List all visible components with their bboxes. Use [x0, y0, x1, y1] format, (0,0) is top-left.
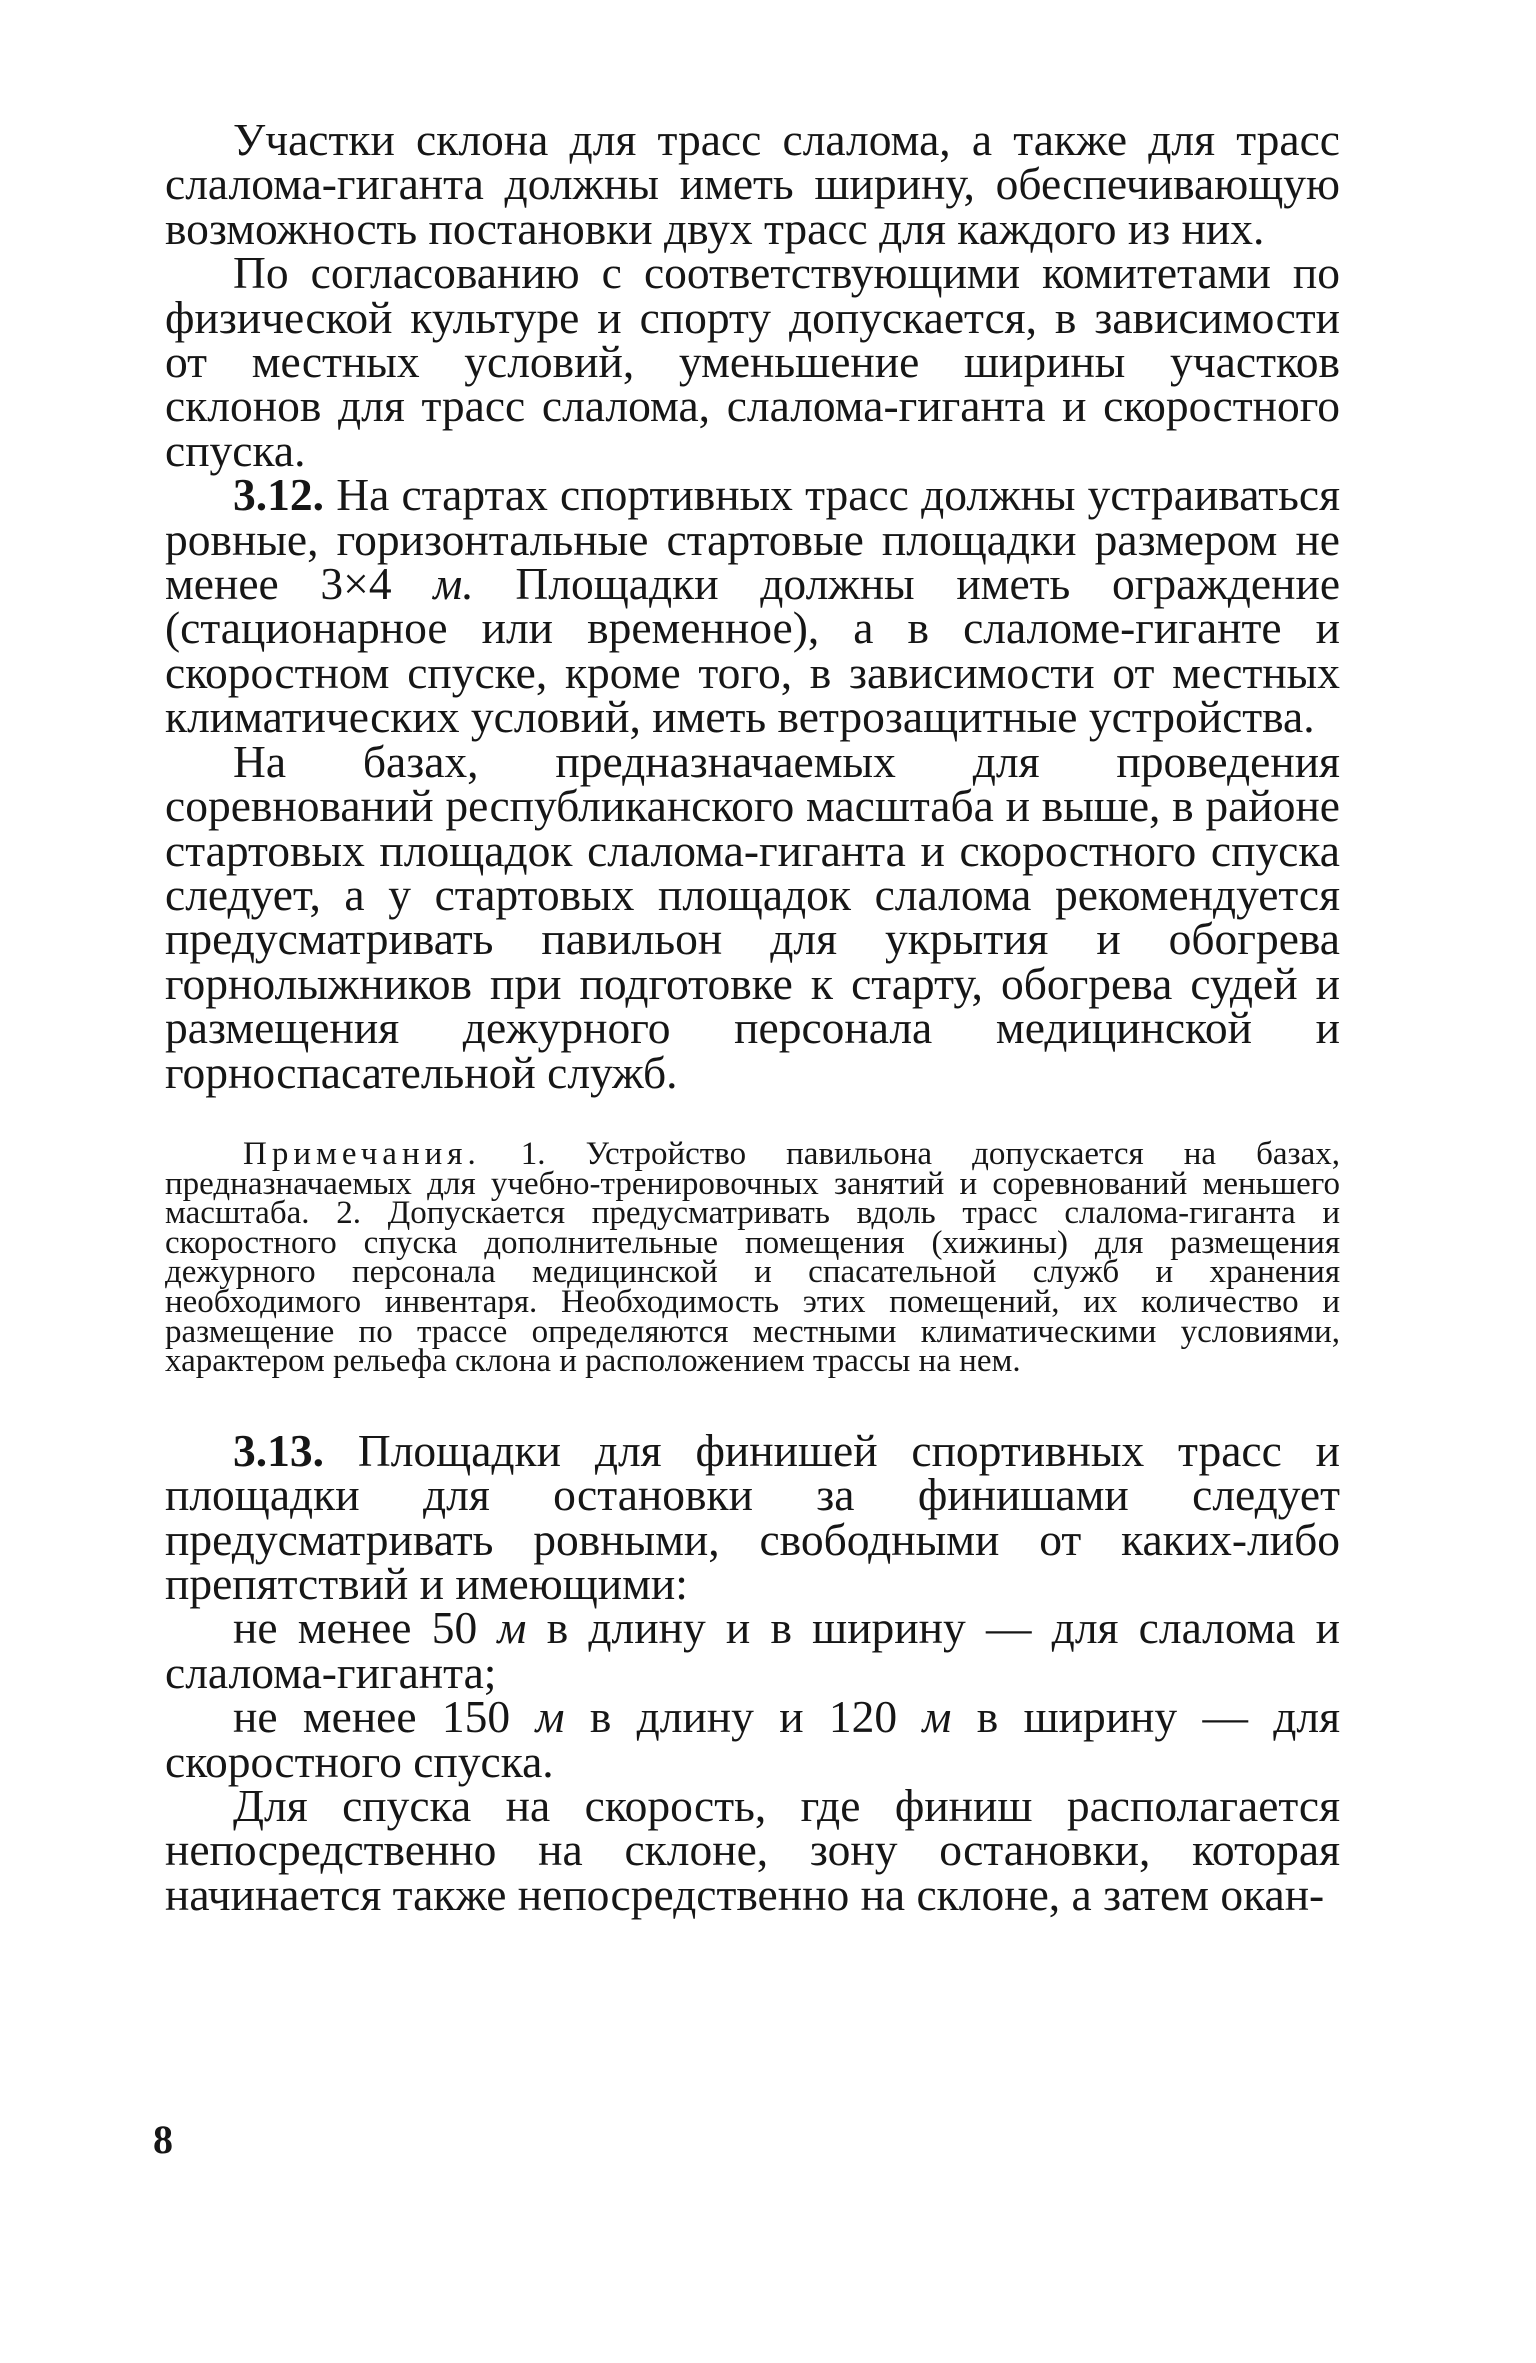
item2-unit-1: м: [535, 1691, 565, 1743]
item1-text-b: в длину и в ширину — для слалома и слалома-гиганта;: [165, 1602, 1340, 1698]
section-3-13-text: Площадки для финишей спортивных трасс и площадки для остановки за финишами следует предусматривать ровными, свободными от каких-либо препятствий и имеющими:: [165, 1424, 1340, 1609]
section-3-12: [165, 469, 1341, 743]
item2-unit-2: м: [922, 1691, 952, 1743]
notes-label: Примечания.: [243, 1135, 481, 1172]
list-item-downhill: [165, 1691, 1341, 1787]
section-number-3-13: 3.13.: [233, 1424, 324, 1476]
document-page: [165, 114, 1341, 1920]
paragraph-finish-zone: Для спуска на скорость, где финиш располагается непосредственно на склоне, зону остановки, которая начинается также непосредственно на склоне, а затем окан-: [165, 1779, 1340, 1920]
section-3-12-text-b: Площадки должны иметь ограждение (стационарное или временное), а в слаломе-гиганте и скоростном спуске, кроме того, в зависимости от местных климатических условий, иметь ветрозащитные устройства.: [165, 558, 1341, 743]
unit-meter: м.: [433, 558, 474, 610]
notes-block: [165, 1135, 1340, 1380]
section-3-13: [165, 1424, 1340, 1609]
paragraph-width-reduction: По согласованию с соответствующими комитетами по физической культуре и спорту допускается, в зависимости от местных условий, уменьшение ширины участков склонов для трасс слалома, слалома-гиганта и скоростного спуска.: [165, 247, 1340, 476]
section-number-3-12: 3.12.: [233, 469, 324, 521]
item1-text-a: не менее 50: [233, 1602, 478, 1654]
item2-text-b: в длину и 120: [589, 1691, 898, 1743]
notes-text: 1. Устройство павильона допускается на базах, предназначаемых для учебно-тренировочных занятий и соревнований меньшего масштаба. 2. Допускается предусматривать вдоль трасс слалома-гиганта и скоростного спуска дополнительные помещения (хижины) для размещения дежурного персонала медицинской и спасательной служб и хранения необходимого инвентаря. Необходимость этих помещений, их количество и размещение по трассе определяются местными климатическими условиями, характером рельефа склона и расположением трассы на нем.: [165, 1135, 1340, 1380]
paragraph-slope-width: Участки склона для трасс слалома, а также для трасс слалома-гиганта должны иметь ширину, обеспечивающую возможность постановки двух трасс для каждого из них.: [165, 114, 1340, 254]
item1-unit: м: [497, 1602, 527, 1654]
list-item-slalom: [165, 1602, 1340, 1698]
page-number: 8: [153, 2117, 173, 2162]
item2-text-a: не менее 150: [233, 1691, 511, 1743]
item2-text-c: в ширину — для скоростного спуска.: [165, 1691, 1341, 1787]
section-3-12-text-a: На стартах спортивных трасс должны устраиваться ровные, горизонтальные стартовые площадки размером не менее 3×4: [165, 469, 1340, 610]
paragraph-pavilion: На базах, предназначаемых для проведения соревнований республиканского масштаба и выше, в районе стартовых площадок слалома-гиганта и скоростного спуска следует, а у стартовых площадок слалома рекомендуется предусматривать павильон для укрытия и обогрева горнолыжников при подготовке к старту, обогрева судей и размещения дежурного персонала медицинской и горноспасательной служб.: [165, 735, 1340, 1098]
